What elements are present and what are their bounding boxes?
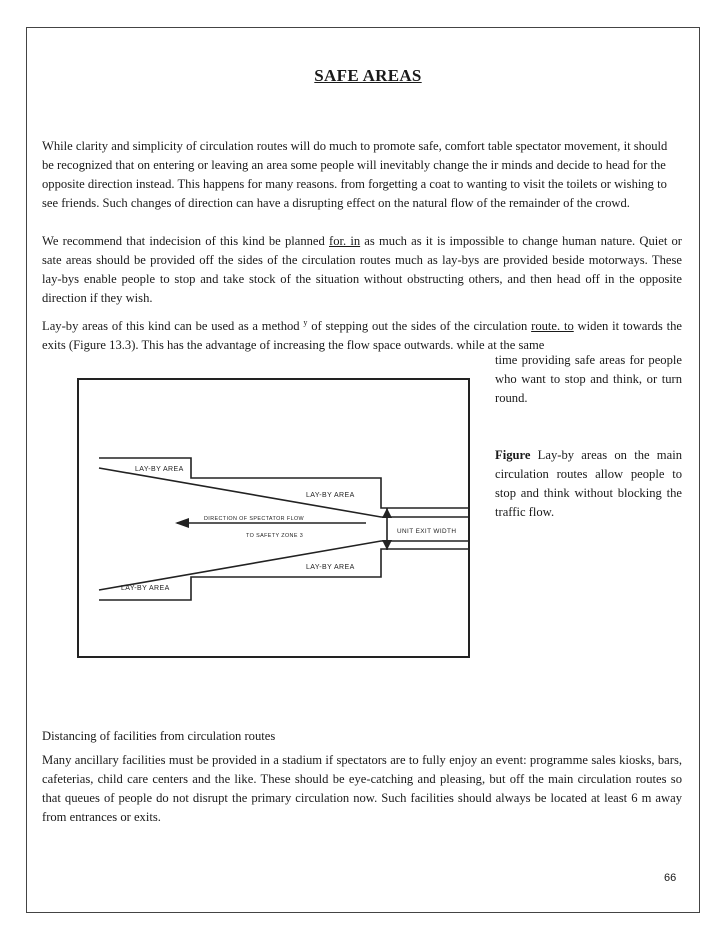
paragraph-facilities: Many ancillary facilities must be provided in a stadium if spectators are to fully enjoy an event: programme sales kiosks, bars, cafeterias, child care centers and the like. These should be eye-catching and pleasing, but off the main circulation routes so that queues of people do not disrupt the primary circulation now. Such facilities should always be located at least 6 m away from entrances or exits. [42, 753, 682, 824]
figure-caption-text: Lay-by areas on the main circulation routes allow people to stop and think without blocking the traffic flow. [495, 448, 682, 519]
figure-caption-label: Figure [495, 448, 531, 462]
label-layby-top-mid: LAY-BY AREA [306, 492, 355, 499]
paragraph-lay-by-underlined: route. to [531, 319, 574, 334]
label-unit-exit: UNIT EXIT WIDTH [397, 528, 457, 535]
paragraph-lay-by [42, 313, 682, 355]
label-layby-top-left: LAY-BY AREA [135, 466, 184, 473]
paragraph-lay-by-continued: time providing safe areas for people who want to stop and think, or turn round. [495, 353, 682, 405]
lay-by-diagram [79, 380, 468, 656]
label-direction-2: TO SAFETY ZONE 3 [246, 533, 304, 539]
page-number: 66 [664, 872, 677, 884]
paragraph-recommendation-text-a: We recommend that indecision of this kind be planned [42, 234, 329, 248]
paragraph-recommendation-underlined: for. in [329, 234, 361, 248]
paragraph-intro: While clarity and simplicity of circulation routes will do much to promote safe, comfort table spectator movement, it should be recognized that on entering or leaving an area some people will inevitably change the ir minds and decide to head for the opposite direction instead. This happens for many reasons. from forgetting a coat to wanting to visit the toilets or wishing to see friends. Such changes of direction can have a disrupting effect on the natural flow of the remainder of the crowd. [42, 139, 668, 210]
figure-caption [495, 446, 682, 522]
paragraph-lay-by-text-c: widen it towards the exits (Figure 13.3). This has the advantage of increasing the flow space outwards. while at the same [42, 319, 682, 353]
label-layby-bottom-mid: LAY-BY AREA [306, 564, 355, 571]
page-title: SAFE AREAS [314, 66, 422, 85]
paragraph-recommendation [42, 232, 682, 308]
section-heading: Distancing of facilities from circulation routes [42, 729, 276, 743]
paragraph-lay-by-text-a: Lay-by areas of this kind can be used as a method [42, 319, 304, 334]
lay-by-figure [77, 378, 470, 658]
paragraph-lay-by-sup: y [303, 318, 308, 327]
paragraph-lay-by-text-b: of stepping out the sides of the circulation [307, 319, 532, 334]
label-layby-bottom-left: LAY-BY AREA [121, 585, 170, 592]
label-direction-1: DIRECTION OF SPECTATOR FLOW [204, 516, 305, 522]
direction-arrow-head [175, 518, 189, 528]
bottom-boundary [99, 549, 468, 600]
paragraph-recommendation-text-b: as much as it is impossible to change human nature. Quiet or sate areas should be provided off the sides of the circulation routes much as lay-bys are provided beside motorways. These lay-bys enable people to stop and take stock of the situation without obstructing others, and then head off in the opposite direction if they wish. [42, 234, 683, 305]
unit-exit-arrow-head-top [382, 508, 392, 518]
top-taper [99, 468, 468, 517]
